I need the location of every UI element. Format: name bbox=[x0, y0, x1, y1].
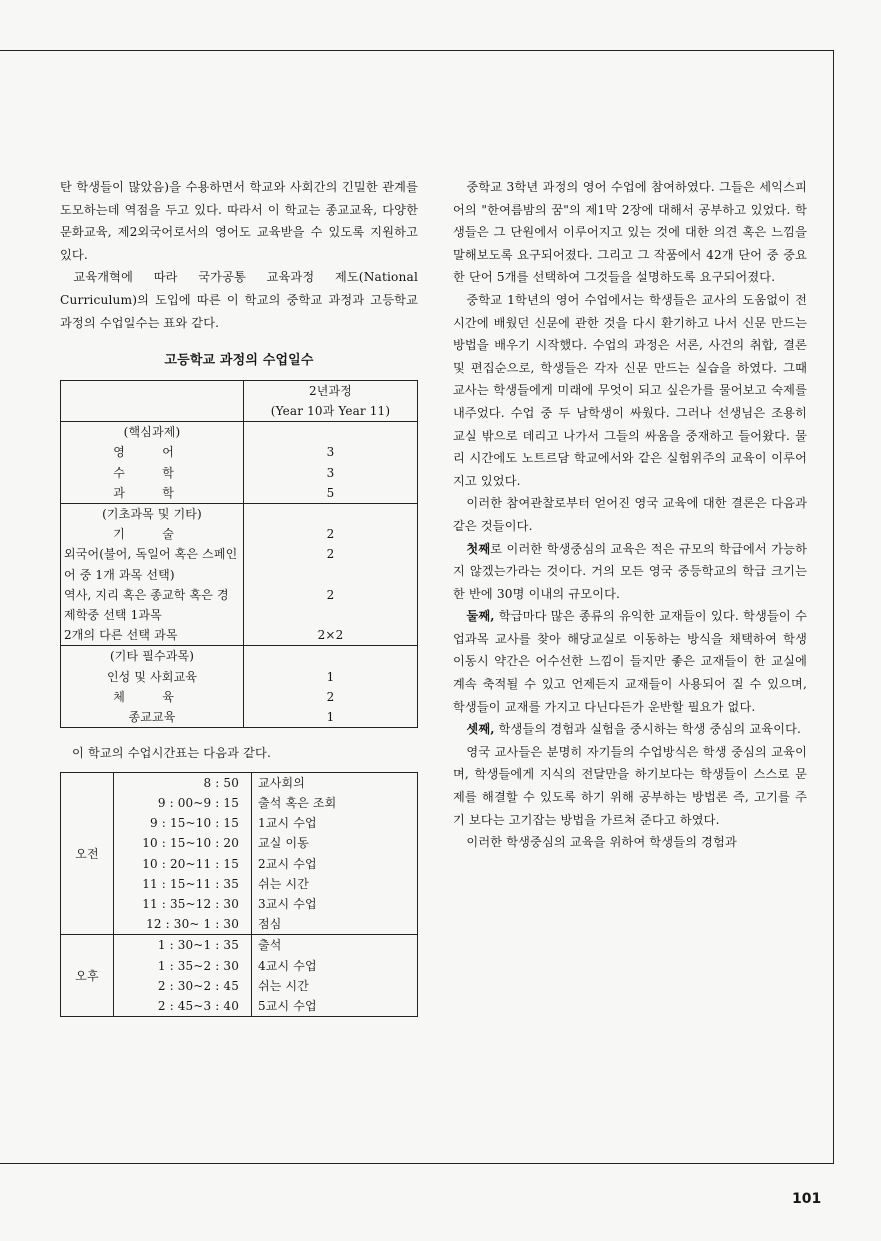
value-math: 3 bbox=[326, 465, 335, 480]
time-cell: 10 : 15~10 : 20 bbox=[142, 836, 239, 851]
blank-line bbox=[244, 565, 417, 585]
activity-cell: 5교시 수업 bbox=[258, 999, 317, 1014]
activity-cell: 1교시 수업 bbox=[258, 816, 317, 831]
table-cell bbox=[61, 646, 244, 728]
subject-humanities: 역사, 지리 혹은 종교학 혹은 경제학중 선택 1과목 bbox=[64, 587, 229, 622]
paragraph-text: 학급마다 많은 종류의 유익한 교재들이 있다. 학생들이 수업과목 교사를 찾아 해당교실로 이동하는 방식을 채택하여 학생 이동시 약간은 어수선한 느낌이 들지만 좋은 교재들이 한 교실에 계속 축적될 수 있고 언제든지 교재들이 사용되어 질 수 있으며, 학생들이 교재를 가지고 다닌다든가 운반할 필요가 없다. bbox=[453, 609, 807, 714]
school-days-table bbox=[60, 380, 418, 728]
table-row bbox=[61, 772, 418, 935]
value-humanities: 2 bbox=[326, 587, 335, 602]
value-technology: 2 bbox=[326, 527, 335, 542]
time-cell: 11 : 15~11 : 35 bbox=[142, 876, 239, 891]
value-pe: 2 bbox=[326, 689, 335, 704]
right-paragraph-2: 중학교 1학년의 영어 수업에서는 학생들은 교사의 도움없이 전 시간에 배웠던 신문에 관한 것을 다시 환기하고 나서 신문 만드는 방법을 배우기 시작했다. 수업의 과정은 서론, 사건의 취합, 결론 및 편집순으로, 학생들은 각자 신문 만드는 실습을 하였다. 그때 교사는 학생들에게 미래에 무엇이 되고 싶은가를 물어보고 숙제를 내주었다. 수업 중 두 남학생이 싸웠다. 그러나 선생님은 조용히 교실 밖으로 데리고 나가서 그들의 싸움을 중재하고 들어왔다. 물리 시간에도 노트르담 학교에서와 같은 실험위주의 교육이 이루어지고 있었다. bbox=[453, 292, 807, 488]
subject-math: 수 학 bbox=[113, 465, 191, 480]
table-cell bbox=[252, 935, 418, 1017]
table-cell bbox=[244, 503, 418, 645]
activity-cell: 교사회의 bbox=[258, 775, 305, 790]
time-cell: 8 : 50 bbox=[203, 775, 239, 790]
right-paragraph-4 bbox=[453, 538, 807, 606]
right-paragraph-7: 영국 교사들은 분명히 자기들의 수업방식은 학생 중심의 교육이며, 학생들에게 지식의 전달만을 하기보다는 학생들이 스스로 문제를 해결할 수 있도록 하기 위해 공부하는 방법론 즉, 고기를 주기 보다는 고기잡는 방법을 가르쳐 준다고 하였다. bbox=[453, 744, 807, 827]
group-label-basic: (기초과목 및 기타) bbox=[102, 506, 202, 521]
table1-title: 고등학교 과정의 수업일수 bbox=[164, 353, 314, 369]
time-cell: 2 : 30~2 : 45 bbox=[157, 978, 239, 993]
table-cell bbox=[114, 935, 252, 1017]
blank-line bbox=[244, 605, 417, 625]
time-cell: 1 : 35~2 : 30 bbox=[157, 958, 239, 973]
table-cell bbox=[114, 772, 252, 935]
period-label-am: 오전 bbox=[61, 772, 114, 935]
right-paragraph-8: 이러한 학생중심의 교육을 위하여 학생들의 경험과 bbox=[466, 835, 737, 850]
value-foreign-language: 2 bbox=[326, 547, 335, 562]
table-cell bbox=[244, 646, 418, 728]
table-cell bbox=[61, 380, 244, 421]
value-social-education: 1 bbox=[326, 669, 335, 684]
table-header-cell bbox=[244, 380, 418, 421]
header-line-1: 2년과정 bbox=[308, 383, 352, 398]
right-paragraph-3: 이러한 참여관찰로부터 얻어진 영국 교육에 대한 결론은 다음과 같은 것들이다. bbox=[453, 496, 807, 533]
blank-line bbox=[244, 422, 417, 442]
subject-english: 영 어 bbox=[113, 445, 191, 460]
blank-line bbox=[244, 646, 417, 666]
lead-first: 첫째 bbox=[466, 541, 491, 556]
value-religion: 1 bbox=[326, 710, 335, 724]
paragraph-text: 학생들의 경험과 실험을 중시하는 학생 중심의 교육이다. bbox=[494, 722, 802, 737]
table2-intro: 이 학교의 수업시간표는 다음과 같다. bbox=[72, 746, 271, 761]
right-paragraph-1: 중학교 3학년 과정의 영어 수업에 참여하였다. 그들은 세익스피어의 "한여름밤의 꿈"의 제1막 2장에 대해서 공부하고 있었다. 학생들은 그 단원에서 이루어지고 있는 것에 대한 의견 혹은 느낌을 말해보도록 요구되어졌다. 그리고 그 작품에서 42개 단어 중 중요한 단어 5개를 선택하여 그것들을 설명하도록 요구되어졌다. bbox=[453, 180, 807, 285]
subject-electives: 2개의 다른 선택 과목 bbox=[64, 628, 178, 643]
lead-second: 둘째, bbox=[466, 609, 495, 624]
activity-cell: 출석 혹은 조회 bbox=[258, 796, 337, 810]
time-cell: 11 : 35~12 : 30 bbox=[142, 897, 239, 912]
bottom-rule bbox=[0, 1163, 834, 1164]
time-cell: 2 : 45~3 : 40 bbox=[157, 999, 239, 1014]
subject-science: 과 학 bbox=[113, 485, 191, 500]
time-cell: 10 : 20~11 : 15 bbox=[142, 856, 239, 871]
right-column bbox=[453, 176, 807, 854]
left-paragraph-2: 교육개혁에 따라 국가공통 교육과정 제도(National Curriculum)의 도입에 따른 이 학교의 중학교 과정과 고등학교 과정의 수업일수는 표와 같다. bbox=[60, 270, 418, 330]
table-row bbox=[61, 935, 418, 1017]
time-cell: 9 : 00~9 : 15 bbox=[157, 796, 239, 810]
timetable bbox=[60, 772, 418, 1017]
table-row bbox=[61, 646, 418, 728]
subject-religion: 종교교육 bbox=[128, 710, 176, 724]
subject-technology: 기 술 bbox=[113, 527, 191, 542]
table-row bbox=[61, 503, 418, 645]
period-label-pm: 오후 bbox=[61, 935, 114, 1017]
activity-cell: 출석 bbox=[258, 938, 282, 953]
table-cell bbox=[252, 772, 418, 935]
time-cell: 1 : 30~1 : 35 bbox=[157, 938, 239, 953]
left-column bbox=[60, 176, 418, 1017]
right-paragraph-6 bbox=[453, 718, 807, 741]
subject-social-education: 인성 및 사회교육 bbox=[106, 669, 198, 684]
left-paragraph-1: 탄 학생들이 많았음)을 수용하면서 학교와 사회간의 긴밀한 관계를 도모하는데 역점을 두고 있다. 따라서 이 학교는 종교교육, 다양한 문화교육, 제2외국어로서의 영어도 교육받을 수 있도록 지원하고 있다. bbox=[60, 180, 418, 262]
time-cell: 9 : 15~10 : 15 bbox=[150, 816, 239, 831]
activity-cell: 4교시 수업 bbox=[258, 958, 317, 973]
subject-pe: 체 육 bbox=[113, 689, 191, 704]
paragraph-text: 로 이러한 학생중심의 교육은 적은 규모의 학급에서 가능하지 않겠는가라는 것이다. 거의 모든 영국 중등학교의 학급 크기는 한 반에 30명 이내의 규모이다. bbox=[453, 541, 807, 601]
table-cell bbox=[61, 503, 244, 645]
activity-cell: 교실 이동 bbox=[258, 836, 309, 851]
activity-cell: 점심 bbox=[258, 917, 282, 932]
activity-cell: 3교시 수업 bbox=[258, 897, 317, 912]
activity-cell: 2교시 수업 bbox=[258, 856, 317, 871]
group-label-core: (핵심과제) bbox=[123, 425, 181, 440]
subject-foreign-language: 외국어(불어, 독일어 혹은 스페인어 중 1개 과목 선택) bbox=[64, 547, 238, 582]
value-english: 3 bbox=[326, 445, 335, 460]
header-line-2: (Year 10과 Year 11) bbox=[270, 403, 391, 418]
lead-third: 셋째, bbox=[466, 722, 495, 737]
value-science: 5 bbox=[326, 485, 335, 500]
activity-cell: 쉬는 시간 bbox=[258, 978, 309, 993]
table-cell bbox=[244, 422, 418, 504]
right-paragraph-5 bbox=[453, 605, 807, 718]
top-rule bbox=[0, 50, 834, 51]
group-label-required: (기타 필수과목) bbox=[109, 649, 195, 664]
page-number: 101 bbox=[792, 1191, 822, 1207]
blank-line bbox=[244, 504, 417, 524]
table-row bbox=[61, 422, 418, 504]
table-cell bbox=[61, 422, 244, 504]
table-row bbox=[61, 380, 418, 421]
time-cell: 12 : 30~ 1 : 30 bbox=[146, 917, 239, 932]
value-electives: 2×2 bbox=[317, 628, 344, 643]
right-rule bbox=[833, 50, 834, 1164]
activity-cell: 쉬는 시간 bbox=[258, 876, 309, 891]
